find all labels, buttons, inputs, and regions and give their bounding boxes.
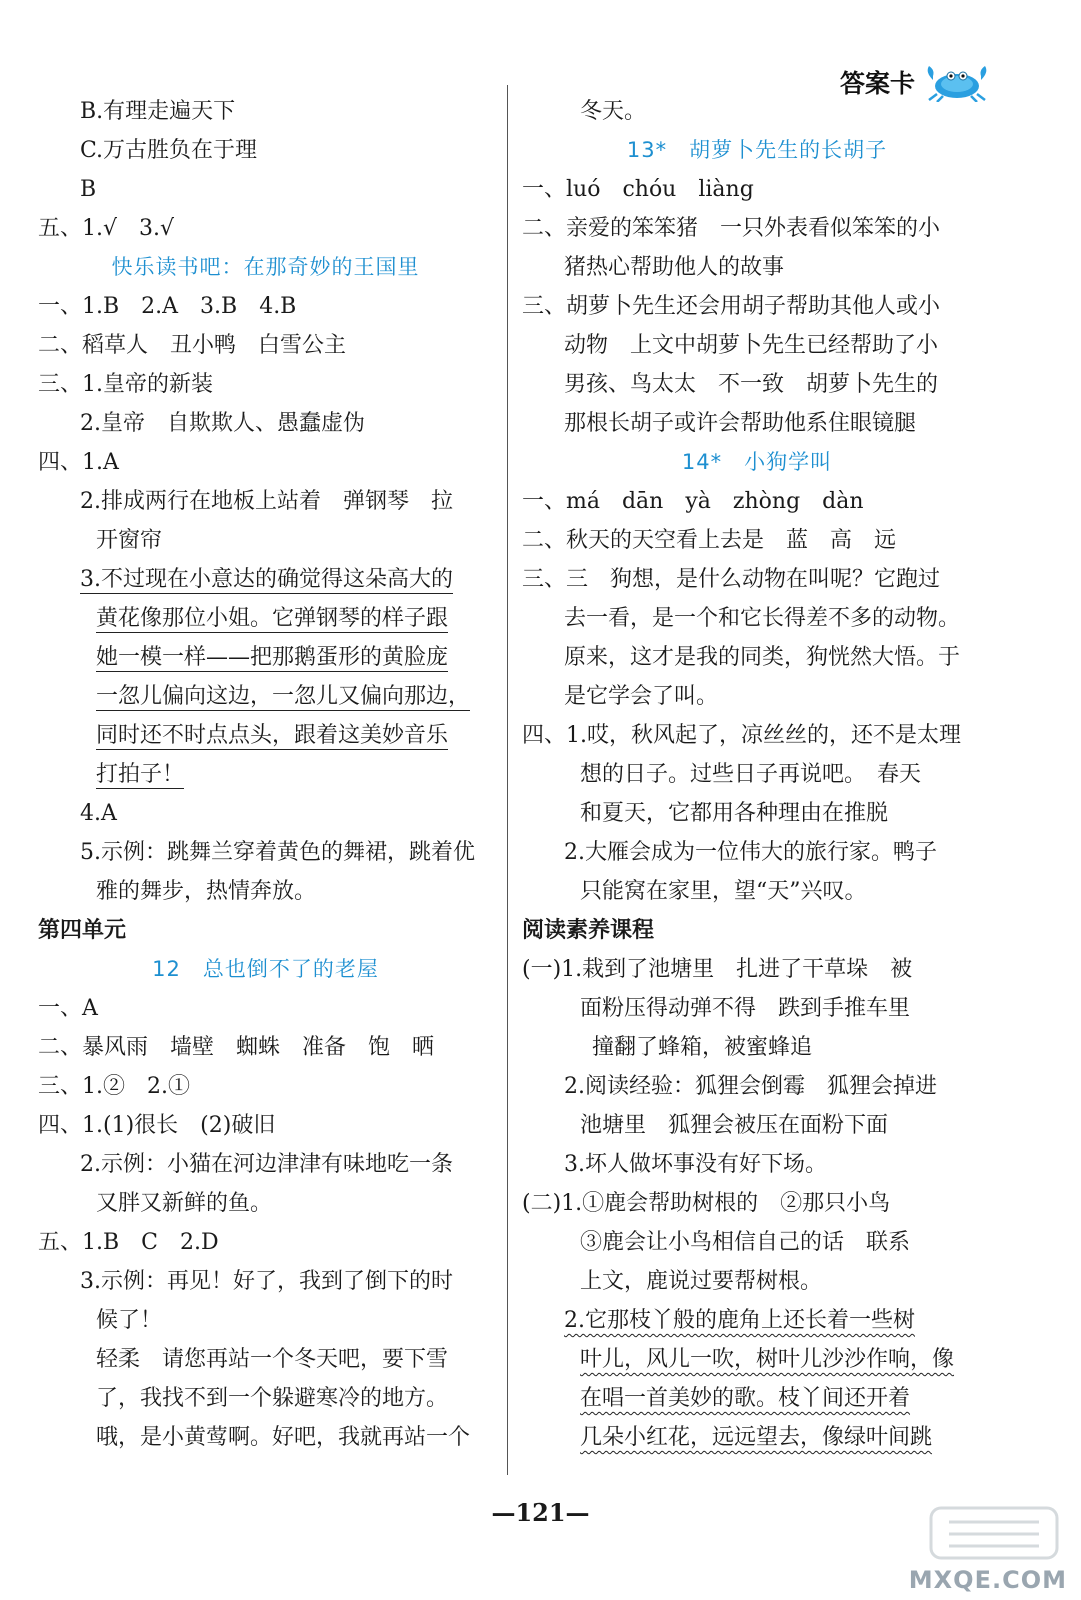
answer-line — [38, 131, 493, 170]
answer-text: 在唱一首美妙的歌。枝丫间还开着 — [580, 1386, 911, 1411]
answer-line — [522, 599, 992, 638]
answer-text: 雅的舞步，热情奔放。 — [96, 879, 317, 904]
answer-text: 2.排成两行在地板上站着 弹钢琴 拉 — [80, 489, 453, 514]
answer-line — [522, 1379, 992, 1418]
answer-text: 一、luó chóu liàng — [522, 177, 754, 202]
answer-line — [522, 1067, 992, 1106]
answer-text: 了，我找不到一个躲避寒冷的地方。 — [96, 1386, 449, 1411]
answer-text: 打拍子！ — [96, 762, 185, 787]
answer-text: 黄花像那位小姐。它弹钢琴的样子跟 — [96, 606, 449, 631]
answer-line — [38, 989, 493, 1028]
answer-text: 13* 胡萝卜先生的长胡子 — [626, 138, 888, 162]
answer-text: (二)1.①鹿会帮助树根的 ②那只小鸟 — [522, 1191, 891, 1216]
answer-line — [522, 677, 992, 716]
answer-text: C.万古胜负在于理 — [80, 138, 258, 163]
answer-line — [38, 170, 493, 209]
answer-line — [38, 521, 493, 560]
answer-text: 又胖又新鲜的鱼。 — [96, 1191, 273, 1216]
answer-line — [38, 482, 493, 521]
answer-line — [38, 599, 493, 638]
answer-line — [38, 833, 493, 872]
section-title — [522, 443, 992, 482]
answer-line — [38, 716, 493, 755]
answer-text: 撞翻了蜂箱，被蜜蜂追 — [592, 1035, 813, 1060]
answer-line — [522, 1028, 992, 1067]
answer-line — [38, 326, 493, 365]
answer-line — [522, 872, 992, 911]
answer-text: 几朵小红花，远远望去，像绿叶间跳 — [580, 1425, 933, 1450]
answer-text: 二、稻草人 丑小鸭 白雪公主 — [38, 333, 347, 358]
page-number: —121— — [491, 1498, 590, 1527]
answer-line — [522, 287, 992, 326]
answer-text: 只能窝在家里，望“天”兴叹。 — [580, 879, 867, 904]
answer-line — [38, 1145, 493, 1184]
answer-text: 三、1.皇帝的新装 — [38, 372, 213, 397]
watermark-text: MXQE.COM — [908, 1566, 1067, 1594]
answer-line — [38, 1379, 493, 1418]
answer-line — [38, 638, 493, 677]
answer-text: 叶儿，风儿一吹，树叶儿沙沙作响，像 — [580, 1347, 955, 1372]
answer-line — [38, 560, 493, 599]
answer-line — [522, 638, 992, 677]
answer-line — [38, 443, 493, 482]
answer-text: 3.坏人做坏事没有好下场。 — [564, 1152, 827, 1177]
answer-line — [522, 716, 992, 755]
answer-line — [38, 1418, 493, 1457]
answer-text: 2.皇帝 自欺欺人、愚蠢虚伪 — [80, 411, 365, 436]
answer-text: 一、A — [38, 996, 98, 1021]
answer-line — [38, 209, 493, 248]
answer-line — [522, 1145, 992, 1184]
answer-line — [38, 1028, 493, 1067]
answer-line — [522, 1262, 992, 1301]
answer-text: 猪热心帮助他人的故事 — [564, 255, 785, 280]
answer-text: B — [80, 177, 97, 202]
answer-text: 哦，是小黄莺啊。好吧，我就再站一个 — [96, 1425, 471, 1450]
answer-text: 五、1.√ 3.√ — [38, 216, 175, 241]
answer-text: 轻柔 请您再站一个冬天吧，要下雪 — [96, 1347, 449, 1372]
answer-line — [522, 1106, 992, 1145]
answer-text: 三、胡萝卜先生还会用胡子帮助其他人或小 — [522, 294, 941, 319]
answer-line — [522, 209, 992, 248]
answer-text: 男孩、鸟太太 不一致 胡萝卜先生的 — [564, 372, 939, 397]
answer-text: 上文，鹿说过要帮树根。 — [580, 1269, 823, 1294]
answer-text: 12 总也倒不了的老屋 — [152, 957, 379, 981]
section-title — [38, 248, 493, 287]
answer-line — [522, 1184, 992, 1223]
answer-text: 想的日子。过些日子再说吧。 春天 — [580, 762, 922, 787]
answer-text: 原来，这才是我的同类，狗恍然大悟。于 — [564, 645, 961, 670]
answer-line — [522, 404, 992, 443]
answer-text: 四、1.A — [38, 450, 119, 475]
answer-line — [522, 1418, 992, 1457]
answer-text: 四、1.哎，秋风起了，凉丝丝的，还不是太理 — [522, 723, 961, 748]
unit-title — [38, 911, 493, 950]
answer-text: 是它学会了叫。 — [564, 684, 719, 709]
answer-text: 三、三 狗想，是什么动物在叫呢？它跑过 — [522, 567, 941, 592]
answer-line — [522, 950, 992, 989]
answer-text: 面粉压得动弹不得 跌到手推车里 — [580, 996, 911, 1021]
answer-line — [38, 1067, 493, 1106]
unit-title — [522, 911, 992, 950]
answer-text: 3.不过现在小意达的确觉得这朵高大的 — [80, 567, 453, 592]
answer-text: 和夏天，它都用各种理由在推脱 — [580, 801, 889, 826]
answer-line — [522, 560, 992, 599]
answer-text: 一、1.B 2.A 3.B 4.B — [38, 294, 297, 319]
answer-text: 池塘里 狐狸会被压在面粉下面 — [580, 1113, 889, 1138]
answer-text: 5.示例：跳舞兰穿着黄色的舞裙，跳着优 — [80, 840, 475, 865]
answer-line — [38, 1184, 493, 1223]
answer-line — [38, 1340, 493, 1379]
answer-line — [38, 872, 493, 911]
answer-line — [522, 1223, 992, 1262]
answer-text: 去一看，是一个和它长得差不多的动物。 — [564, 606, 961, 631]
answer-text: 冬天。 — [580, 99, 647, 124]
answer-text: 二、亲爱的笨笨猪 一只外表看似笨笨的小 — [522, 216, 941, 241]
answer-line — [38, 404, 493, 443]
answer-line — [522, 521, 992, 560]
answer-text: 开窗帘 — [96, 528, 163, 553]
answer-text: 五、1.B C 2.D — [38, 1230, 219, 1255]
answer-text: 那根长胡子或许会帮助他系住眼镜腿 — [564, 411, 917, 436]
answer-text: 候了！ — [96, 1308, 163, 1333]
answer-text: 第四单元 — [38, 918, 127, 943]
answer-line — [522, 248, 992, 287]
answer-text: 三、1.② 2.① — [38, 1074, 190, 1099]
column-divider — [507, 85, 508, 1475]
answer-line — [522, 794, 992, 833]
header-title: 答案卡 — [839, 69, 915, 98]
answer-line — [38, 677, 493, 716]
answer-text: 同时还不时点点头，跟着这美妙音乐 — [96, 723, 449, 748]
answer-line — [522, 482, 992, 521]
answer-text: 动物 上文中胡萝卜先生已经帮助了小 — [564, 333, 939, 358]
answer-text: 2.大雁会成为一位伟大的旅行家。鸭子 — [564, 840, 937, 865]
answer-line — [522, 833, 992, 872]
answer-text: (一)1.栽到了池塘里 扎进了干草垛 被 — [522, 957, 913, 982]
answer-line — [522, 755, 992, 794]
answer-text: B.有理走遍天下 — [80, 99, 236, 124]
answer-text: 二、秋天的天空看上去是 蓝 高 远 — [522, 528, 897, 553]
section-title — [38, 950, 493, 989]
answer-text: 一、má dān yà zhòng dàn — [522, 489, 864, 514]
answer-line — [522, 989, 992, 1028]
right-column — [522, 92, 992, 1457]
answer-line — [38, 365, 493, 404]
answer-line — [522, 1340, 992, 1379]
answer-text: ③鹿会让小鸟相信自己的话 联系 — [580, 1230, 911, 1255]
answer-text: 2.它那枝丫般的鹿角上还长着一些树 — [564, 1308, 915, 1333]
left-column — [38, 92, 493, 1457]
answer-text: 四、1.(1)很长 (2)破旧 — [38, 1113, 276, 1138]
answer-line — [38, 1223, 493, 1262]
answer-line — [38, 1301, 493, 1340]
section-title — [522, 131, 992, 170]
answer-line — [38, 794, 493, 833]
answer-line — [522, 170, 992, 209]
answer-text: 3.示例：再见！好了，我到了倒下的时 — [80, 1269, 453, 1294]
answer-line — [522, 365, 992, 404]
answer-text: 14* 小狗学叫 — [681, 450, 833, 474]
answer-line — [38, 1106, 493, 1145]
answer-text: 4.A — [80, 801, 117, 826]
answer-line — [522, 326, 992, 365]
answer-text: 阅读素养课程 — [522, 918, 655, 943]
answer-text: 一忽儿偏向这边，一忽儿又偏向那边， — [96, 684, 471, 709]
answer-text: 二、暴风雨 墙壁 蜘蛛 准备 饱 晒 — [38, 1035, 435, 1060]
answer-line — [38, 92, 493, 131]
answer-line — [522, 1301, 992, 1340]
answer-text: 她一模一样——把那鹅蛋形的黄脸庞 — [96, 645, 449, 670]
answer-text: 2.示例：小猫在河边津津有味地吃一条 — [80, 1152, 453, 1177]
answer-text: 2.阅读经验：狐狸会倒霉 狐狸会掉进 — [564, 1074, 937, 1099]
answer-text: 快乐读书吧：在那奇妙的王国里 — [111, 255, 420, 279]
answer-line — [38, 755, 493, 794]
answer-line — [38, 287, 493, 326]
answer-line — [38, 1262, 493, 1301]
answer-line — [522, 92, 992, 131]
